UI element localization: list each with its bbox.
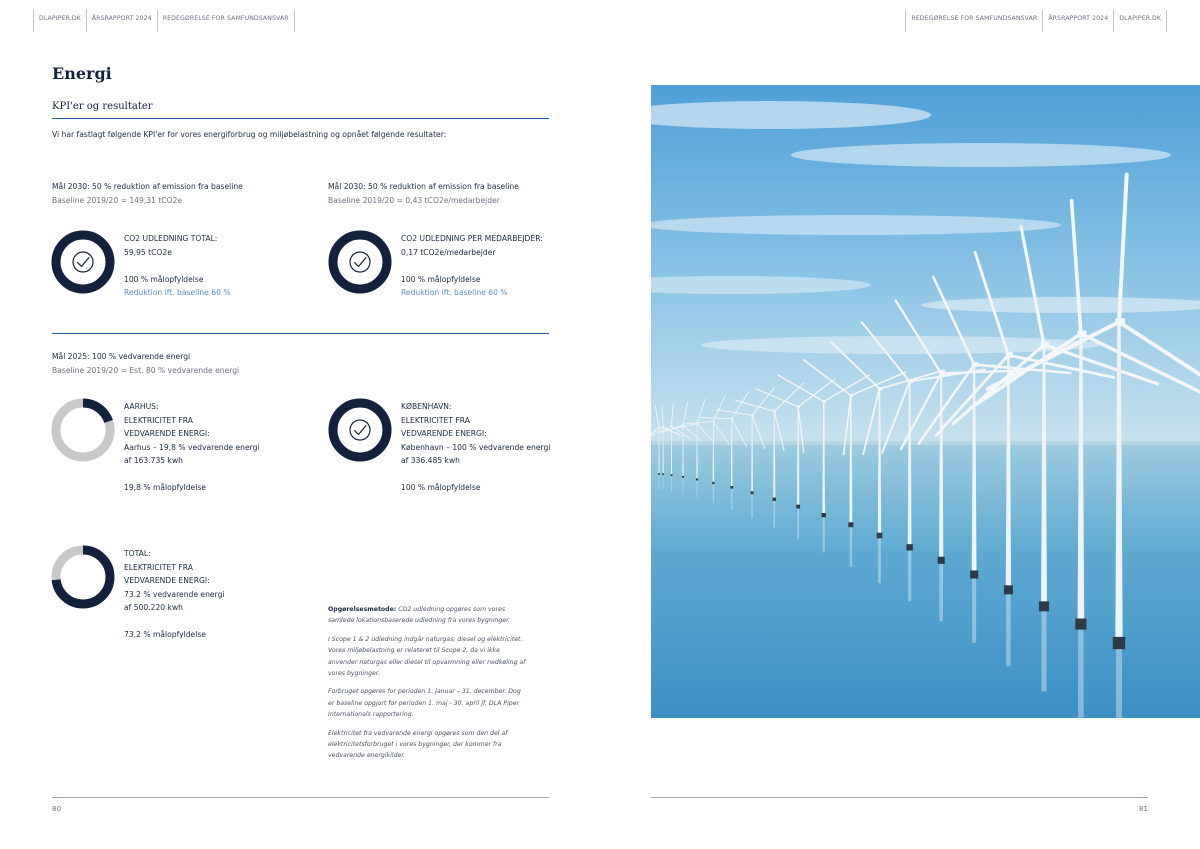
kpi-value: af 336.485 kwh bbox=[401, 456, 460, 465]
kpi-label: AARHUS: bbox=[124, 402, 159, 411]
progress-ring bbox=[51, 398, 115, 462]
kpi-label: KØBENHAVN: bbox=[401, 402, 452, 411]
header-section: REDEGØRELSE FOR SAMFUNDSANSVAR bbox=[157, 10, 295, 32]
kpi-text bbox=[124, 400, 260, 495]
kpi-label: VEDVARENDE ENERGI: bbox=[401, 429, 487, 438]
kpi-label: CO2 UDLEDNING PER MEDARBEJDER: bbox=[401, 234, 543, 243]
method-lead: Opgørelsesmetode: bbox=[328, 606, 397, 613]
check-mark-icon bbox=[78, 258, 90, 267]
method-notes bbox=[328, 604, 528, 769]
header-left bbox=[33, 10, 295, 28]
subtitle-rule bbox=[52, 118, 549, 119]
kpi-fulfilment: 19,8 % målopfyldelse bbox=[124, 483, 206, 492]
progress-ring bbox=[328, 398, 392, 462]
footer-rule bbox=[52, 797, 549, 798]
kpi-label: VEDVARENDE ENERGI: bbox=[124, 576, 210, 585]
header-site[interactable]: DLAPIPER.DK bbox=[1113, 10, 1167, 32]
kpi-value: 0,17 tCO2e/medarbejder bbox=[401, 247, 496, 257]
intro-text: Vi har fastlagt følgende KPI'er for vores energiforbrug og miljøbelastning og opnået følgende resultater: bbox=[52, 130, 447, 139]
ring-progress bbox=[333, 235, 387, 289]
page-title: Energi bbox=[52, 64, 112, 83]
wind-turbine-illustration bbox=[651, 85, 1200, 718]
header-site[interactable]: DLAPIPER.DK bbox=[33, 10, 86, 32]
kpi-fulfilment: 73,2 % målopfyldelse bbox=[124, 630, 206, 639]
kpi-note: Reduktion ift. baseline 60 % bbox=[124, 288, 231, 297]
kpi-fulfilment: 100 % målopfyldelse bbox=[124, 274, 204, 284]
kpi-text bbox=[401, 400, 550, 495]
goal-block bbox=[328, 180, 519, 208]
kpi-label: ELEKTRICITET FRA bbox=[124, 562, 193, 572]
goal-block bbox=[52, 180, 243, 208]
kpi-value: 59,95 tCO2e bbox=[124, 247, 172, 257]
goal-block bbox=[52, 350, 239, 378]
check-icon bbox=[73, 252, 93, 272]
progress-ring bbox=[328, 230, 392, 294]
section-subtitle: KPI'er og resultater bbox=[52, 101, 153, 112]
page-number-left: 80 bbox=[52, 804, 62, 813]
header-report: ÅRSRAPPORT 2024 bbox=[86, 10, 157, 32]
kpi-note: Reduktion ift. baseline 60 % bbox=[401, 288, 508, 297]
progress-ring bbox=[51, 230, 115, 294]
kpi-label: VEDVARENDE ENERGI: bbox=[124, 429, 210, 438]
check-mark-icon bbox=[355, 426, 367, 435]
section-rule bbox=[52, 333, 549, 334]
kpi-value: af 500.220 kwh bbox=[124, 603, 183, 612]
kpi-value: Aarhus – 19,8 % vedvarende energi bbox=[124, 442, 260, 452]
check-icon bbox=[350, 252, 370, 272]
check-mark-icon bbox=[355, 258, 367, 267]
kpi-value: København – 100 % vedvarende energi bbox=[401, 442, 551, 452]
kpi-text bbox=[124, 547, 225, 642]
goal-baseline: Baseline 2019/20 = 149,31 tCO2e bbox=[52, 196, 183, 205]
header-report: ÅRSRAPPORT 2024 bbox=[1042, 10, 1113, 32]
method-paragraph: Forbruget opgøres for perioden 1. januar – 31. december. Dog er baseline opgjort for perioden 1. maj - 30. april jf. DLA Piper Internationals rapportering. bbox=[328, 688, 521, 719]
method-paragraph: Elektricitet fra vedvarende energi opgøres som den del af elektricitetsforbruget i vores bygninger, der kommer fra vedvarende energikilder. bbox=[328, 729, 508, 760]
goal-title: Mål 2030: 50 % reduktion af emission fra baseline bbox=[328, 182, 519, 191]
check-icon bbox=[350, 420, 370, 440]
progress-ring bbox=[51, 545, 115, 609]
header-section: REDEGØRELSE FOR SAMFUNDSANSVAR bbox=[905, 10, 1042, 32]
page-number-right: 81 bbox=[1138, 804, 1148, 813]
kpi-text bbox=[401, 232, 543, 300]
method-text: CO2 udledning opgøres som vores samlede lokationsbaserede udledning fra vores bygninger. bbox=[328, 606, 511, 625]
goal-title: Mål 2025: 100 % vedvarende energi bbox=[52, 352, 191, 361]
kpi-fulfilment: 100 % målopfyldelse bbox=[401, 274, 481, 284]
kpi-fulfilment: 100 % målopfyldelse bbox=[401, 483, 481, 492]
header-right bbox=[905, 10, 1167, 28]
goal-title: Mål 2030: 50 % reduktion af emission fra baseline bbox=[52, 182, 243, 191]
kpi-label: CO2 UDLEDNING TOTAL: bbox=[124, 234, 218, 243]
kpi-label: ELEKTRICITET FRA bbox=[124, 415, 193, 425]
kpi-text bbox=[124, 232, 231, 300]
goal-baseline: Baseline 2019/20 = 0,43 tCO2e/medarbejder bbox=[328, 196, 500, 205]
goal-baseline: Baseline 2019/20 = Est. 80 % vedvarende energi bbox=[52, 366, 240, 375]
kpi-value: 73.2 % vedvarende energi bbox=[124, 589, 225, 599]
method-paragraph: I Scope 1 & 2 udledning indgår naturgas, diesel og elektricitet. Vores miljøbelastning er relateret til Scope 2, da vi ikke anvender naturgas eller diesel til opvarmning eller nedkøling af vores bygninger. bbox=[328, 635, 526, 678]
method-paragraph bbox=[328, 604, 528, 627]
kpi-label: ELEKTRICITET FRA bbox=[401, 415, 470, 425]
kpi-label: TOTAL: bbox=[124, 549, 151, 558]
wind-farm-photo bbox=[651, 85, 1200, 718]
ring-progress bbox=[56, 235, 110, 289]
footer-rule bbox=[651, 797, 1148, 798]
kpi-value: af 163.735 kwh bbox=[124, 456, 183, 465]
ring-progress bbox=[333, 403, 387, 457]
